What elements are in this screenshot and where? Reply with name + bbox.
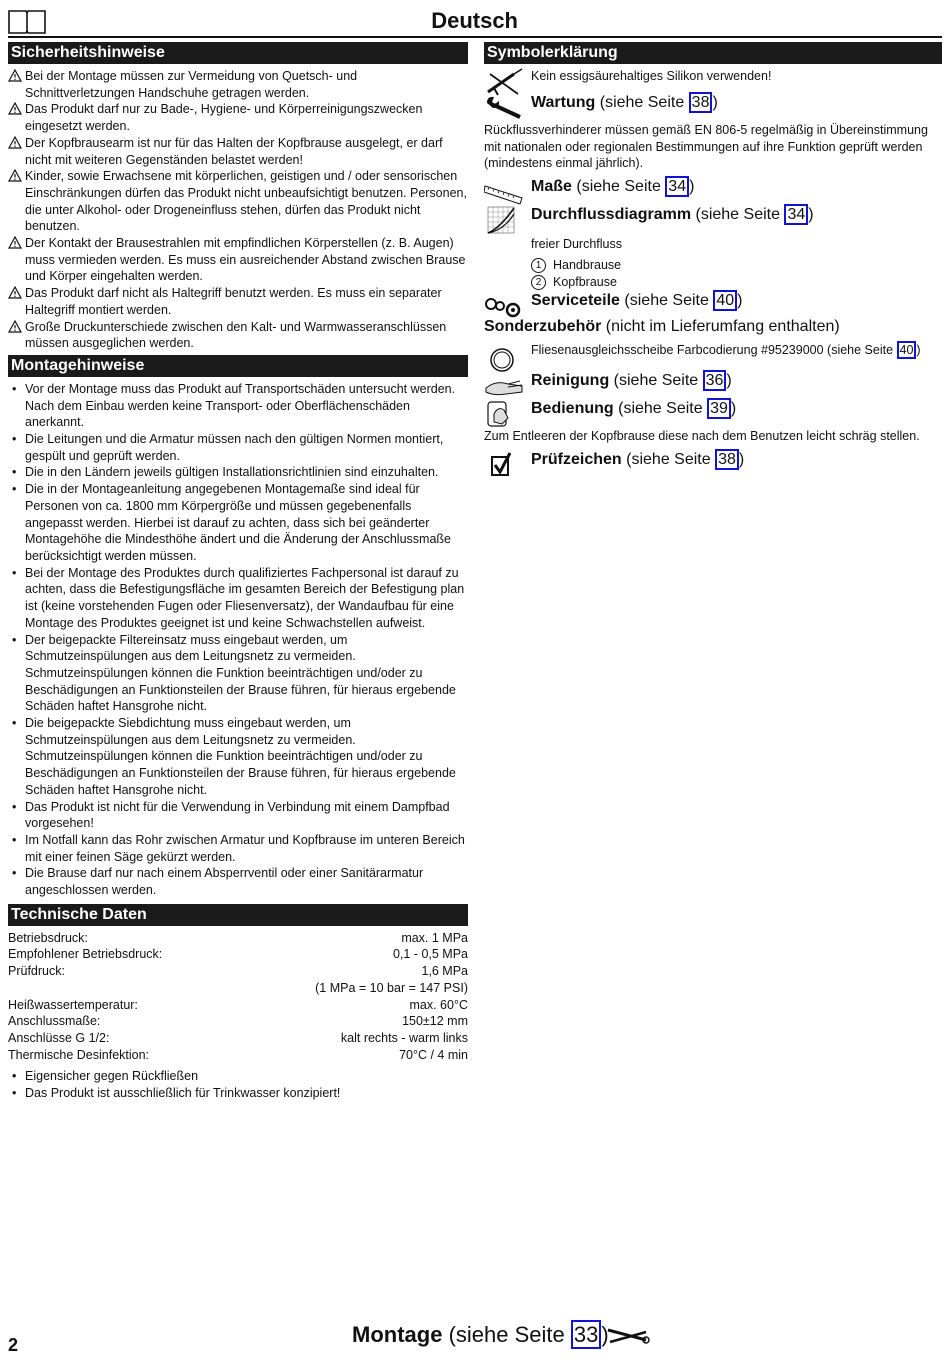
operation-hand-icon (484, 400, 524, 428)
warning-icon (8, 286, 22, 299)
page-header (8, 6, 942, 38)
page-link[interactable]: 34 (784, 204, 808, 225)
page-link[interactable]: 39 (707, 398, 731, 419)
list-item: • Die in der Montageanleitung angegebenen Montagemaße sind ideal für Personen von ca. 1800 mm Körpergröße und müssen gegebenenfalls angepasst werden. Hierbei ist darauf zu achten, dass sich bei geänderter Montagehöhe die Mindesthöhe ändert und die Änderung der Anschlussmaße berücksichtigt werden müssen. (8, 481, 468, 565)
page-title: Deutsch (431, 8, 518, 33)
mounting-list (8, 381, 468, 899)
table-row: Thermische Desinfektion: 70°C / 4 min (8, 1047, 468, 1062)
safety-item: Große Druckunterschiede zwischen den Kalt- und Warmwasseranschlüssen müssen ausgeglichen werden. (8, 319, 468, 352)
list-item: • Die Leitungen und die Armatur müssen nach den gültigen Normen montiert, gespült und geprüft werden. (8, 431, 468, 464)
list-item: • Das Produkt ist ausschließlich für Trinkwasser konzipiert! (8, 1085, 468, 1102)
warning-icon (8, 102, 22, 115)
page-link[interactable]: 38 (715, 449, 739, 470)
safety-item: Das Produkt darf nur zu Bade-, Hygiene- und Körperreinigungszwecken eingesetzt werden. (8, 101, 468, 134)
page-link[interactable]: 33 (571, 1320, 601, 1349)
table-row: Betriebsdruck: max. 1 MPa (8, 930, 468, 945)
safety-list (8, 68, 468, 352)
warning-icon (8, 320, 22, 333)
symbol-service: Serviceteile (siehe Seite 40 ) (484, 292, 942, 318)
list-item: • Die in den Ländern jeweils gültigen Installationsrichtlinien sind einzuhalten. (8, 464, 468, 481)
list-item: • Vor der Montage muss das Produkt auf Transportschäden untersucht werden. Nach dem Einbau werden keine Transport- oder Oberflächenschäden anerkannt. (8, 381, 468, 431)
symbol-silicone: Kein essigsäurehaltiges Silikon verwenden! (484, 68, 942, 94)
entleeren-text: Zum Entleeren der Kopfbrause diese nach dem Benutzen leicht schräg stellen. (484, 429, 920, 444)
table-row: Anschlussmaße: 150±12 mm (8, 1014, 468, 1029)
legend-item: 2 Kopfbrause (531, 274, 942, 291)
page-number: 2 (8, 1335, 19, 1355)
table-row: Heißwassertemperatur: max. 60°C (8, 997, 468, 1012)
list-item: • Bei der Montage des Produktes durch qualifiziertes Fachpersonal ist darauf zu achten, dass die Befestigungsfläche im gesamten Bereich der Befestigung plan ist (keine vorstehenden Fugen oder Fliesenversatz), der Wandaufbau für eine Montage des Produktes geeignet ist und keine Schwachstellen aufweist. (8, 565, 468, 632)
warning-icon (8, 169, 22, 182)
book-icon (8, 8, 46, 34)
list-item: • Das Produkt ist nicht für die Verwendung in Verbindung mit einem Dampfbad vorgesehen! (8, 799, 468, 832)
list-item: • Im Notfall kann das Rohr zwischen Armatur und Kopfbrause im unteren Bereich mit einer feinen Säge gekürzt werden. (8, 832, 468, 865)
ruler-icon (484, 178, 524, 206)
symbol-reinigung: Reinigung (siehe Seite 36 ) (484, 372, 942, 400)
right-column (484, 42, 942, 479)
tile-disc-icon (484, 344, 524, 372)
section-header-symbole: Symbolerklärung (484, 42, 942, 64)
list-item: • Die Brause darf nur nach einem Absperrventil oder einer Sanitärarmatur angeschlossen werden. (8, 865, 468, 898)
symbol-pruef: Prüfzeichen (siehe Seite 38 ) (484, 451, 942, 479)
tech-bullets (8, 1068, 468, 1101)
page-link[interactable]: 36 (703, 370, 727, 391)
flow-diagram-icon (484, 206, 524, 234)
flow-legend (484, 257, 942, 290)
tools-icon (606, 1326, 650, 1346)
warning-icon (8, 69, 22, 82)
page-link[interactable]: 40 (713, 290, 737, 311)
tech-table (8, 930, 468, 1064)
table-row: Empfohlener Betriebsdruck: 0,1 - 0,5 MPa (8, 947, 468, 962)
safety-item: Das Produkt darf nicht als Haltegriff benutzt werden. Es muss ein separater Haltegriff montiert werden. (8, 285, 468, 318)
safety-item: Der Kontakt der Brausestrahlen mit empfindlichen Körperstellen (z. B. Augen) muss vermieden werden. Es muss ein ausreichender Abstand zwischen Brause und Körper eingehalten werden. (8, 235, 468, 285)
checkmark-box-icon (484, 451, 524, 479)
free-flow-label: freier Durchfluss (531, 237, 622, 252)
page-link[interactable]: 40 (897, 341, 917, 359)
silicone-gun-icon (484, 68, 524, 96)
warning-icon (8, 236, 22, 249)
section-header-technik: Technische Daten (8, 904, 468, 926)
service-parts-icon (484, 292, 524, 320)
sonder-heading: Sonderzubehör (nicht im Lieferumfang enthalten) (484, 318, 840, 336)
section-header-sicherheit: Sicherheitshinweise (8, 42, 468, 64)
safety-item: Der Kopfbrausearm ist nur für das Halten der Kopfbrause ausgelegt, er darf nicht mit weiteren Gegenständen belastet werden! (8, 135, 468, 168)
safety-item: Kinder, sowie Erwachsene mit körperlichen, geistigen und / oder sensorischen Einschränkungen dürfen das Produkt nicht unbeaufsichtigt benutzen. Personen, die unter Alkohol- oder Drogeneinfluss stehen, dürfen das Produkt nicht benutzen. (8, 168, 468, 235)
page-link[interactable]: 38 (689, 92, 713, 113)
symbol-durchfluss: Durchflussdiagramm (siehe Seite 34 ) (484, 206, 942, 234)
left-column (8, 42, 468, 1102)
table-row: (1 MPa = 10 bar = 147 PSI) (315, 980, 468, 995)
list-item: • Eigensicher gegen Rückfließen (8, 1068, 468, 1085)
symbol-masse: Maße (siehe Seite 34 ) (484, 178, 942, 206)
safety-item: Bei der Montage müssen zur Vermeidung von Quetsch- und Schnittverletzungen Handschuhe getragen werden. (8, 68, 468, 101)
symbol-wartung: Wartung (siehe Seite 38 ) (484, 94, 942, 122)
rueckfluss-text: Rückflussverhinderer müssen gemäß EN 806-5 regelmäßig in Übereinstimmung mit nationalen oder regionalen Bestimmungen auf ihre Funktion geprüft werden (mindestens einmal jährlich). (484, 123, 928, 171)
section-header-montage: Montagehinweise (8, 355, 468, 377)
page-link[interactable]: 34 (665, 176, 689, 197)
symbol-fliesen: Fliesenausgleichsscheibe Farbcodierung #95239000 (siehe Seite 40 ) (484, 342, 942, 372)
list-item: • Die beigepackte Siebdichtung muss eingebaut werden, um Schmutzeinspülungen aus dem Leitungsnetz zu vermeiden. Schmutzeinspülungen können die Funktion beeinträchtigen und/oder zu Beschädigungen an Funktionsteilen der Brause führen, für hieraus ergebende Schäden haftet Hansgrohe nicht. (8, 715, 468, 799)
table-row: Prüfdruck: 1,6 MPa (8, 964, 468, 979)
footer-montage: Montage (siehe Seite 33 ) (352, 1322, 609, 1347)
wrench-icon (484, 94, 524, 122)
table-row: Anschlüsse G 1/2: kalt rechts - warm links (8, 1030, 468, 1045)
symbol-bedienung: Bedienung (siehe Seite 39 ) (484, 400, 942, 428)
list-item: • Der beigepackte Filtereinsatz muss eingebaut werden, um Schmutzeinspülungen aus dem Leitungsnetz zu vermeiden. Schmutzeinspülungen können die Funktion beeinträchtigen und/oder zu Beschädigungen an Funktionsteilen der Brause führen, für hieraus ergebende Schäden haftet Hansgrohe nicht. (8, 632, 468, 716)
cleaning-hand-icon (484, 372, 524, 400)
legend-item: 1 Handbrause (531, 257, 942, 274)
warning-icon (8, 136, 22, 149)
